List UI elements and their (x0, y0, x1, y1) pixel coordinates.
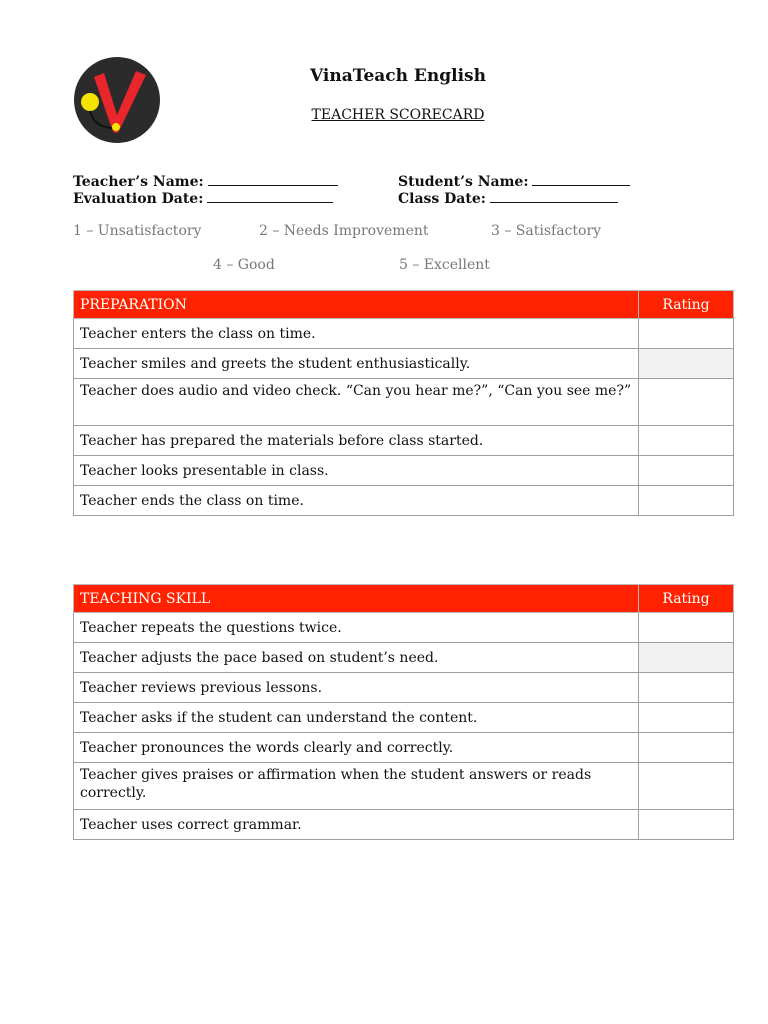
teacher-name-label: Teacher’s Name: (73, 174, 204, 190)
rating-cell[interactable] (639, 763, 734, 810)
table-header-row (74, 585, 734, 613)
scale-item-2: 2 – Needs Improvement (259, 223, 429, 239)
evaluation-date-label: Evaluation Date: (73, 191, 204, 207)
section-title: PREPARATION (74, 291, 639, 319)
rating-cell[interactable] (639, 810, 734, 840)
rating-cell[interactable] (639, 673, 734, 703)
criterion-text: Teacher repeats the questions twice. (74, 613, 639, 643)
class-date-label: Class Date: (398, 191, 486, 207)
rating-cell[interactable] (639, 733, 734, 763)
org-name: VinaTeach English (310, 66, 486, 86)
table-row (74, 733, 734, 763)
evaluation-date-field[interactable] (73, 190, 333, 207)
table-row (74, 349, 734, 379)
criterion-text: Teacher has prepared the materials before class started. (74, 426, 639, 456)
table-row (74, 643, 734, 673)
criterion-text: Teacher enters the class on time. (74, 319, 639, 349)
table-row (74, 319, 734, 349)
teaching-skill-table (73, 584, 734, 840)
criterion-text: Teacher reviews previous lessons. (74, 673, 639, 703)
scale-item-4: 4 – Good (213, 257, 275, 273)
rating-cell[interactable] (639, 703, 734, 733)
student-name-blank[interactable] (532, 173, 630, 186)
rating-cell[interactable] (639, 643, 734, 673)
rating-cell[interactable] (639, 613, 734, 643)
table-row (74, 379, 734, 426)
table-row (74, 456, 734, 486)
document-title: TEACHER SCORECARD (311, 107, 485, 123)
criterion-text: Teacher gives praises or affirmation when the student answers or reads correctly. (74, 763, 639, 810)
scale-item-1: 1 – Unsatisfactory (73, 223, 202, 239)
student-name-label: Student’s Name: (398, 174, 529, 190)
criterion-text: Teacher adjusts the pace based on student’s need. (74, 643, 639, 673)
criterion-text: Teacher looks presentable in class. (74, 456, 639, 486)
evaluation-date-blank[interactable] (207, 190, 333, 203)
class-date-field[interactable] (398, 190, 618, 207)
rating-column-header: Rating (639, 291, 734, 319)
table-header-row (74, 291, 734, 319)
teacher-name-field[interactable] (73, 173, 338, 190)
table-row (74, 810, 734, 840)
student-name-field[interactable] (398, 173, 630, 190)
rating-cell[interactable] (639, 379, 734, 426)
teacher-name-blank[interactable] (208, 173, 338, 186)
rating-cell[interactable] (639, 349, 734, 379)
criterion-text: Teacher ends the class on time. (74, 486, 639, 516)
criterion-text: Teacher does audio and video check. “Can you hear me?”, “Can you see me?” (74, 379, 639, 426)
rating-cell[interactable] (639, 426, 734, 456)
table-row (74, 486, 734, 516)
scale-item-3: 3 – Satisfactory (491, 223, 602, 239)
table-row (74, 673, 734, 703)
class-date-blank[interactable] (490, 190, 618, 203)
criterion-text: Teacher smiles and greets the student enthusiastically. (74, 349, 639, 379)
criterion-text: Teacher uses correct grammar. (74, 810, 639, 840)
table-row (74, 763, 734, 810)
rating-cell[interactable] (639, 319, 734, 349)
rating-cell[interactable] (639, 456, 734, 486)
table-row (74, 613, 734, 643)
section-title: TEACHING SKILL (74, 585, 639, 613)
preparation-table (73, 290, 734, 516)
scale-item-5: 5 – Excellent (399, 257, 490, 273)
rating-column-header: Rating (639, 585, 734, 613)
criterion-text: Teacher pronounces the words clearly and correctly. (74, 733, 639, 763)
rating-cell[interactable] (639, 486, 734, 516)
table-row (74, 703, 734, 733)
criterion-text: Teacher asks if the student can understand the content. (74, 703, 639, 733)
table-row (74, 426, 734, 456)
